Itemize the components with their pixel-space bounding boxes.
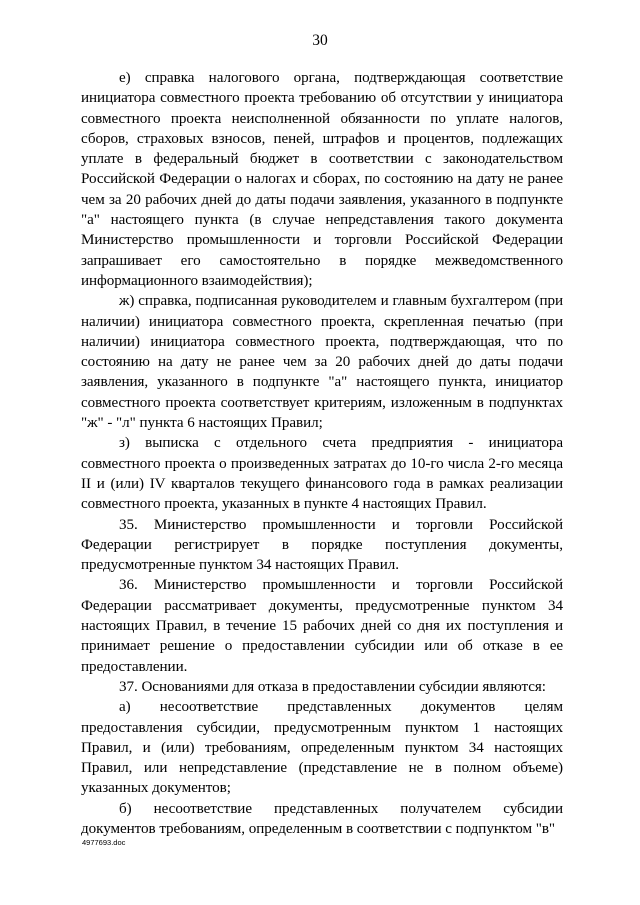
document-body [81,68,563,839]
paragraph-a-nonconformity: а) несоответствие представленных документов целям предоставления субсидии, предусмотренным пунктом 1 настоящих Правил, и (или) требованиям, определенным пунктом 34 настоящих Правил, или непредставление (представление не в полном объеме) указанных документов; [81,699,563,797]
paragraph-e-tax-certificate: е) справка налогового органа, подтверждающая соответствие инициатора совместного проекта требованию об отсутствии у инициатора совместного проекта неисполненной обязанности по уплате налогов, сборов, страховых взносов, пеней, штрафов и процентов, подлежащих уплате в федеральный бюджет в соответствии с законодательством Российской Федерации о налогах и сборах, по состоянию на дату не ранее чем за 20 рабочих дней до даты подачи заявления, указанного в подпункте "а" настоящего пункта (в случае непредставления такого документа Министерство промышленности и торговли Российской Федерации запрашивает его самостоятельно в порядке межведомственного информационного взаимодействия); [81,70,563,289]
paragraph-36-review: 36. Министерство промышленности и торговли Российской Федерации рассматривает документы, предусмотренные пунктом 34 настоящих Правил, в течение 15 рабочих дней со дня их поступления и принимает решение о предоставлении субсидии или об отказе в ее предоставлении. [81,577,563,675]
paragraph-37-refusal-grounds: 37. Основаниями для отказа в предоставлении субсидии являются: [119,678,546,695]
document-file-id: 4977693.doc [82,838,126,847]
paragraph-b-nonconformity: б) несоответствие представленных получателем субсидии документов требованиям, определенным в соответствии с подпунктом "в" [81,800,563,837]
paragraph-35-registration: 35. Министерство промышленности и торговли Российской Федерации регистрирует в порядке поступления документы, предусмотренные пунктом 34 настоящих Правил. [81,516,563,574]
paragraph-zh-signed-certificate: ж) справка, подписанная руководителем и главным бухгалтером (при наличии) инициатора совместного проекта, скрепленная печатью (при наличии) инициатора совместного проекта, подтверждающая, что по состоянию на дату не ранее чем за 20 рабочих дней до даты подачи заявления, указанного в подпункте "а" настоящего пункта, инициатор совместного проекта соответствует критериям, изложенным в подпунктах "ж" - "л" пункта 6 настоящих Правил; [81,293,563,432]
paragraph-z-account-statement: з) выписка с отдельного счета предприятия - инициатора совместного проекта о произведенных затратах до 10-го числа 2-го месяца II и (или) IV кварталов текущего финансового года в рамках реализации совместного проекта, указанных в пункте 4 настоящих Правил. [81,435,563,513]
page-number: 30 [312,32,328,49]
